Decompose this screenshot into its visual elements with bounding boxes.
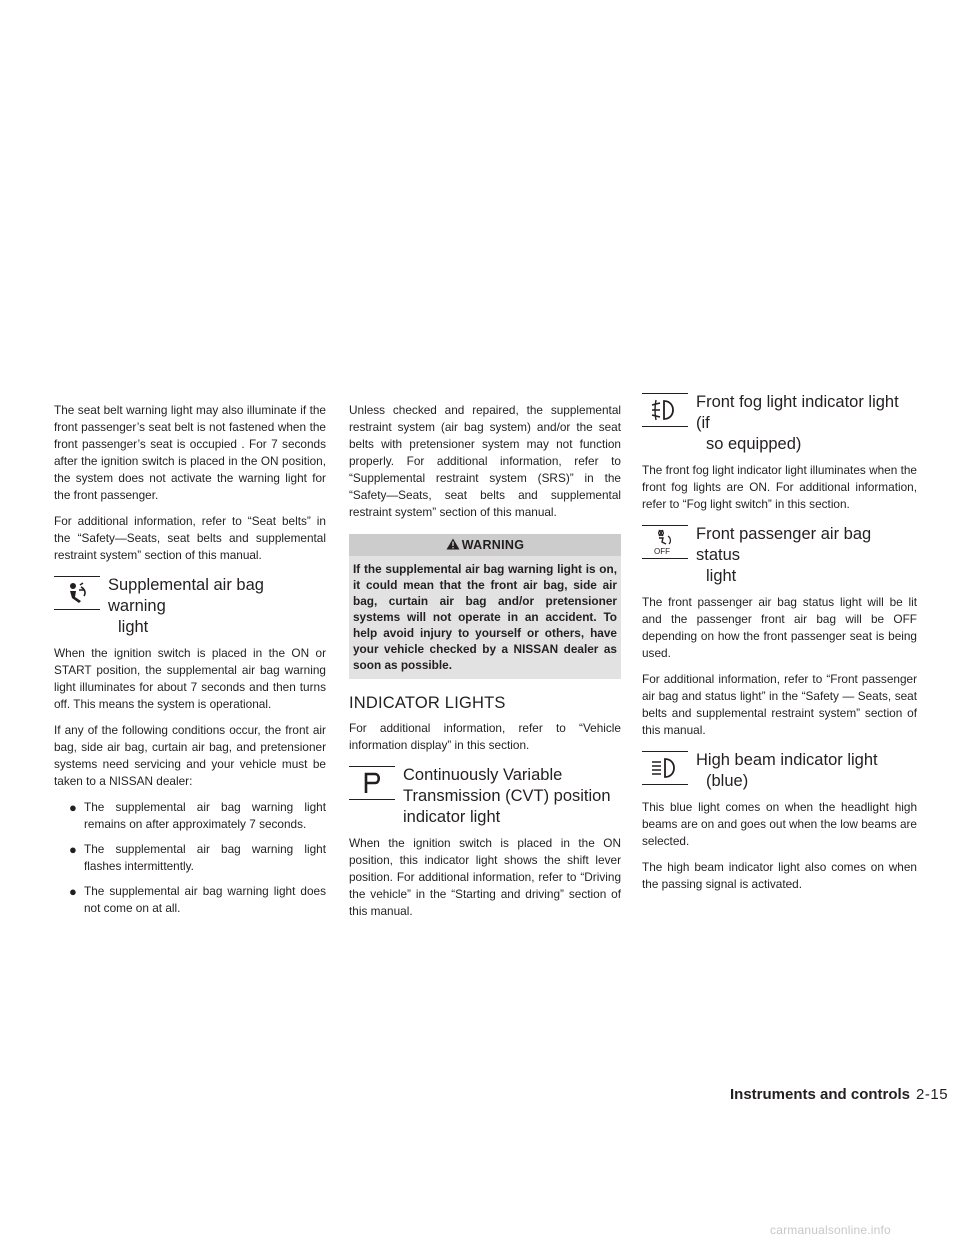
list-item: ● The supplemental air bag warning light flashes intermittently. <box>69 842 326 873</box>
airbag-warning-heading <box>54 573 326 638</box>
cvt-indicator-title: Continuously Variable Transmission (CVT) position indicator light <box>403 766 611 826</box>
column-left <box>54 402 326 925</box>
page-footer <box>730 1086 948 1104</box>
high-beam-icon <box>642 751 688 785</box>
passenger-airbag-title: Front passenger air bag status light <box>696 525 872 585</box>
warning-label: WARNING <box>461 538 525 552</box>
bullet-icon: ● <box>69 800 77 815</box>
high-beam-heading <box>642 748 917 792</box>
cvt-p-icon <box>349 766 395 800</box>
svg-text:OFF: OFF <box>654 547 670 556</box>
column-middle <box>349 402 621 929</box>
warning-header <box>349 534 621 556</box>
indicator-reference: For additional information, refer to “Vehicle information display” in this section. <box>349 721 621 752</box>
bullet-icon: ● <box>69 842 77 857</box>
watermark: carmanualsonline.info <box>770 1223 891 1237</box>
warning-text: If the supplemental air bag warning light is on, it could mean that the front air bag, side air bag, curtain air bag and/or pretensioner systems will not operate in an accident. To help avoid injury to yourself or others, have your vehicle checked by a NISSAN dealer as soon as possible. <box>353 562 617 672</box>
cvt-indicator-heading <box>349 763 621 828</box>
seat-belt-paragraph: The seat belt warning light may also illuminate if the front passenger’s seat belt is not fastened when the front passenger’s seat is occupied . For 7 seconds after the ignition switch is placed in the ON position, the system does not activate the warning light for the front passenger. <box>54 403 326 502</box>
airbag-warning-icon <box>54 576 100 610</box>
warning-triangle-icon <box>446 538 460 550</box>
warning-box <box>349 534 621 679</box>
airbag-conditions-list <box>54 799 326 917</box>
seat-belt-reference: For additional information, refer to “Seat belts” in the “Safety—Seats, seat belts and supplemental restraint system” section of this manual. <box>54 514 326 562</box>
passing-signal-paragraph: The high beam indicator light also comes on when the passing signal is activated. <box>642 860 917 891</box>
srs-paragraph: Unless checked and repaired, the supplemental restraint system (air bag system) and/or the seat belts with pretensioner system may not function properly. For additional information, refer to “Supplemental restraint system (SRS)” in the “Safety—Seats, seat belts and supplemental restraint system” section of this manual. <box>349 403 621 519</box>
fog-light-paragraph: The front fog light indicator light illuminates when the front fog lights are ON. For additional information, refer to “Fog light switch” in this section. <box>642 463 917 511</box>
cvt-paragraph: When the ignition switch is placed in the ON position, this indicator light shows the shift lever position. For additional information, refer to “Driving the vehicle” in the “Starting and driving” section of this manual. <box>349 836 621 918</box>
airbag-conditions-paragraph: If any of the following conditions occur, the front air bag, side air bag, curtain air bag, and pretensioner systems need servicing and your vehicle must be taken to a NISSAN dealer: <box>54 723 326 788</box>
footer-section-title: Instruments and controls <box>730 1086 911 1103</box>
fog-light-title: Front fog light indicator light (if so equipped) <box>696 393 899 453</box>
passenger-airbag-reference: For additional information, refer to “Front passenger air bag and status light” in the “Safety — Seats, seat belts and supplemental restraint system” section of this manual. <box>642 672 917 737</box>
fog-light-icon <box>642 393 688 427</box>
high-beam-title: High beam indicator light (blue) <box>696 751 878 790</box>
section-heading: INDICATOR LIGHTS <box>349 694 506 712</box>
fog-light-heading <box>642 390 917 455</box>
passenger-airbag-off-icon <box>642 525 688 559</box>
passenger-airbag-paragraph: The front passenger air bag status light will be lit and the passenger front air bag will be OFF depending on how the front passenger seat is being used. <box>642 595 917 660</box>
page-number: 2-15 <box>916 1086 949 1103</box>
passenger-airbag-heading <box>642 522 917 587</box>
list-item: ● The supplemental air bag warning light does not come on at all. <box>69 884 326 915</box>
column-right <box>642 393 917 902</box>
airbag-operational-paragraph: When the ignition switch is placed in the ON or START position, the supplemental air bag warning light illuminates for about 7 seconds and then turns off. This means the system is operational. <box>54 646 326 711</box>
list-item: ● The supplemental air bag warning light remains on after approximately 7 seconds. <box>69 800 326 831</box>
airbag-warning-title: Supplemental air bag warning light <box>108 576 264 636</box>
bullet-icon: ● <box>69 884 77 899</box>
high-beam-paragraph: This blue light comes on when the headlight high beams are on and goes out when the low beams are selected. <box>642 800 917 848</box>
